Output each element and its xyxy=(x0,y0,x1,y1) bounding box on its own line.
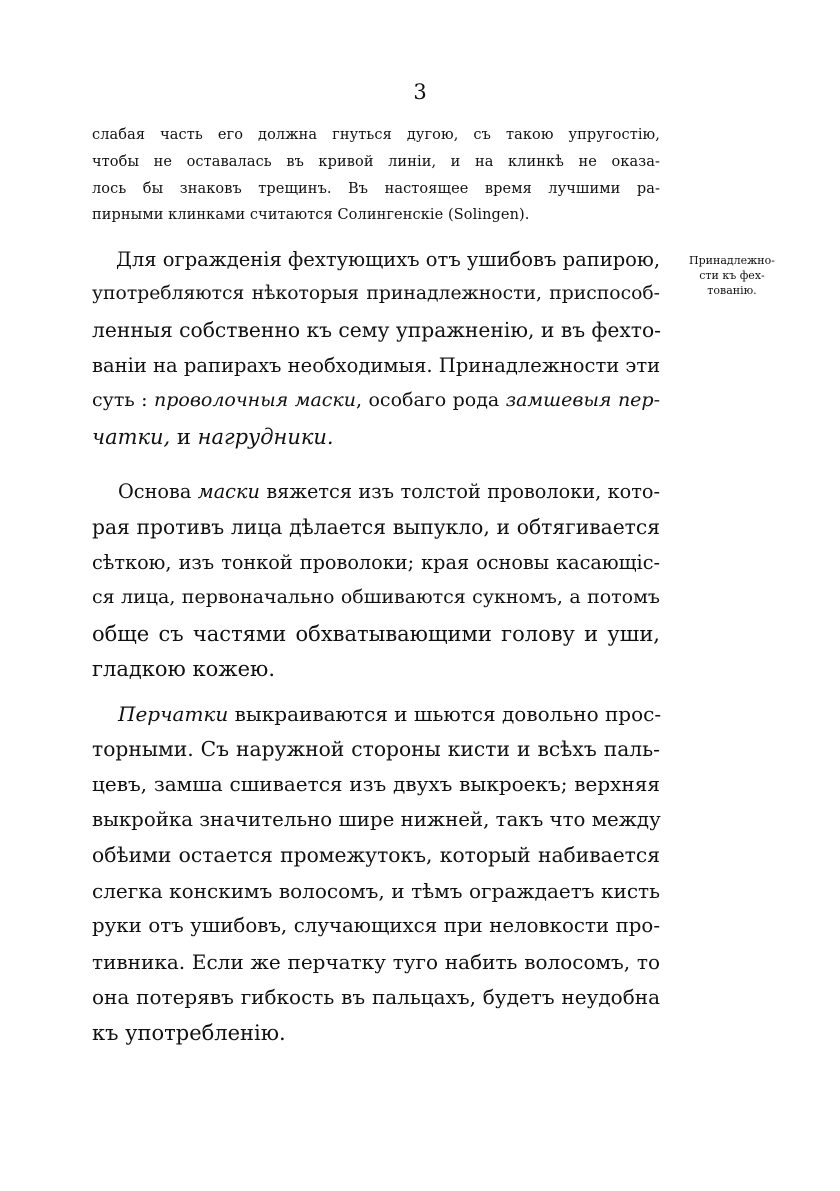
footnote-line-1: слабая часть его должна гнуться дугою, съ такою упругостію, xyxy=(92,127,660,143)
text-run: суть : xyxy=(92,389,154,411)
margin-note-line: сти къ фех- xyxy=(699,269,765,282)
italic-term: замшевыя пер- xyxy=(505,389,661,411)
text-run: и xyxy=(170,425,198,449)
p3-line-1 xyxy=(118,702,660,726)
p1-line-2: употребляются нѣкоторыя принадлежности, приспособ- xyxy=(92,283,660,304)
p2-line-1 xyxy=(118,480,660,503)
p1-line-1: Для огражденія фехтующихъ отъ ушибовъ рапирою, xyxy=(116,248,661,271)
italic-term: Перчатки xyxy=(118,702,229,726)
italic-term: чатки, xyxy=(92,425,171,449)
p3-line-8: тивника. Если же перчатку туго набить волосомъ, то xyxy=(92,950,660,974)
p3-line-7: руки отъ ушибовъ, случающихся при неловкости про- xyxy=(92,914,660,937)
margin-note xyxy=(672,253,792,298)
p3-line-2: торными. Съ наружной стороны кисти и всѣхъ паль- xyxy=(92,737,660,761)
p1-line-6 xyxy=(92,425,660,449)
italic-term: маски xyxy=(197,480,260,503)
italic-term: нагрудники. xyxy=(197,425,334,449)
p2-line-3: сѣткою, изъ тонкой проволоки; края основы касающіс- xyxy=(92,551,660,574)
p1-line-4: ваніи на рапирахъ необходимыя. Принадлежности эти xyxy=(92,354,661,377)
p2-line-4: ся лица, первоначально обшиваются сукномъ, а потомъ xyxy=(92,586,660,608)
p1-line-5 xyxy=(92,389,660,411)
p3-line-5: обѣими остается промежутокъ, который набивается xyxy=(92,843,660,867)
p1-line-3: ленныя собственно къ сему упражненію, и въ фехто- xyxy=(92,318,662,342)
footnote-line-4: пирными клинками считаются Солингенскіе (Solingen). xyxy=(92,207,530,223)
page-number: 3 xyxy=(413,80,427,104)
italic-term: проволочныя маски xyxy=(153,389,356,411)
p3-line-6: слегка конскимъ волосомъ, и тѣмъ ограждаетъ кисть xyxy=(92,879,660,903)
margin-note-line: тованію. xyxy=(707,284,757,297)
text-run: вяжется изъ толстой проволоки, кото- xyxy=(259,480,660,503)
p3-line-4: выкройка значительно шире нижней, такъ что между xyxy=(92,808,661,831)
text-run: выкраиваются и шьются довольно прос- xyxy=(228,702,662,726)
p2-line-5: обще съ частями обхватывающими голову и уши, xyxy=(92,622,660,646)
p3-line-10: къ употребленію. xyxy=(92,1021,286,1045)
text-run: Основа xyxy=(118,480,198,503)
text-run: , особаго рода xyxy=(356,389,506,411)
p3-line-3: цевъ, замша сшивается изъ двухъ выкроекъ; верхняя xyxy=(92,772,660,796)
p2-line-2: рая противъ лица дѣлается выпукло, и обтягивается xyxy=(92,515,660,539)
p2-line-6: гладкою кожею. xyxy=(92,657,275,681)
p3-line-9: она потерявъ гибкость въ пальцахъ, будетъ неудобна xyxy=(92,985,660,1009)
footnote-line-3: лось бы знаковъ трещинъ. Въ настоящее время лучшими ра- xyxy=(92,181,660,197)
footnote-line-2: чтобы не оставалась въ кривой линіи, и на клинкѣ не оказа- xyxy=(92,154,660,170)
margin-note-line: Принадлежно- xyxy=(689,254,775,267)
